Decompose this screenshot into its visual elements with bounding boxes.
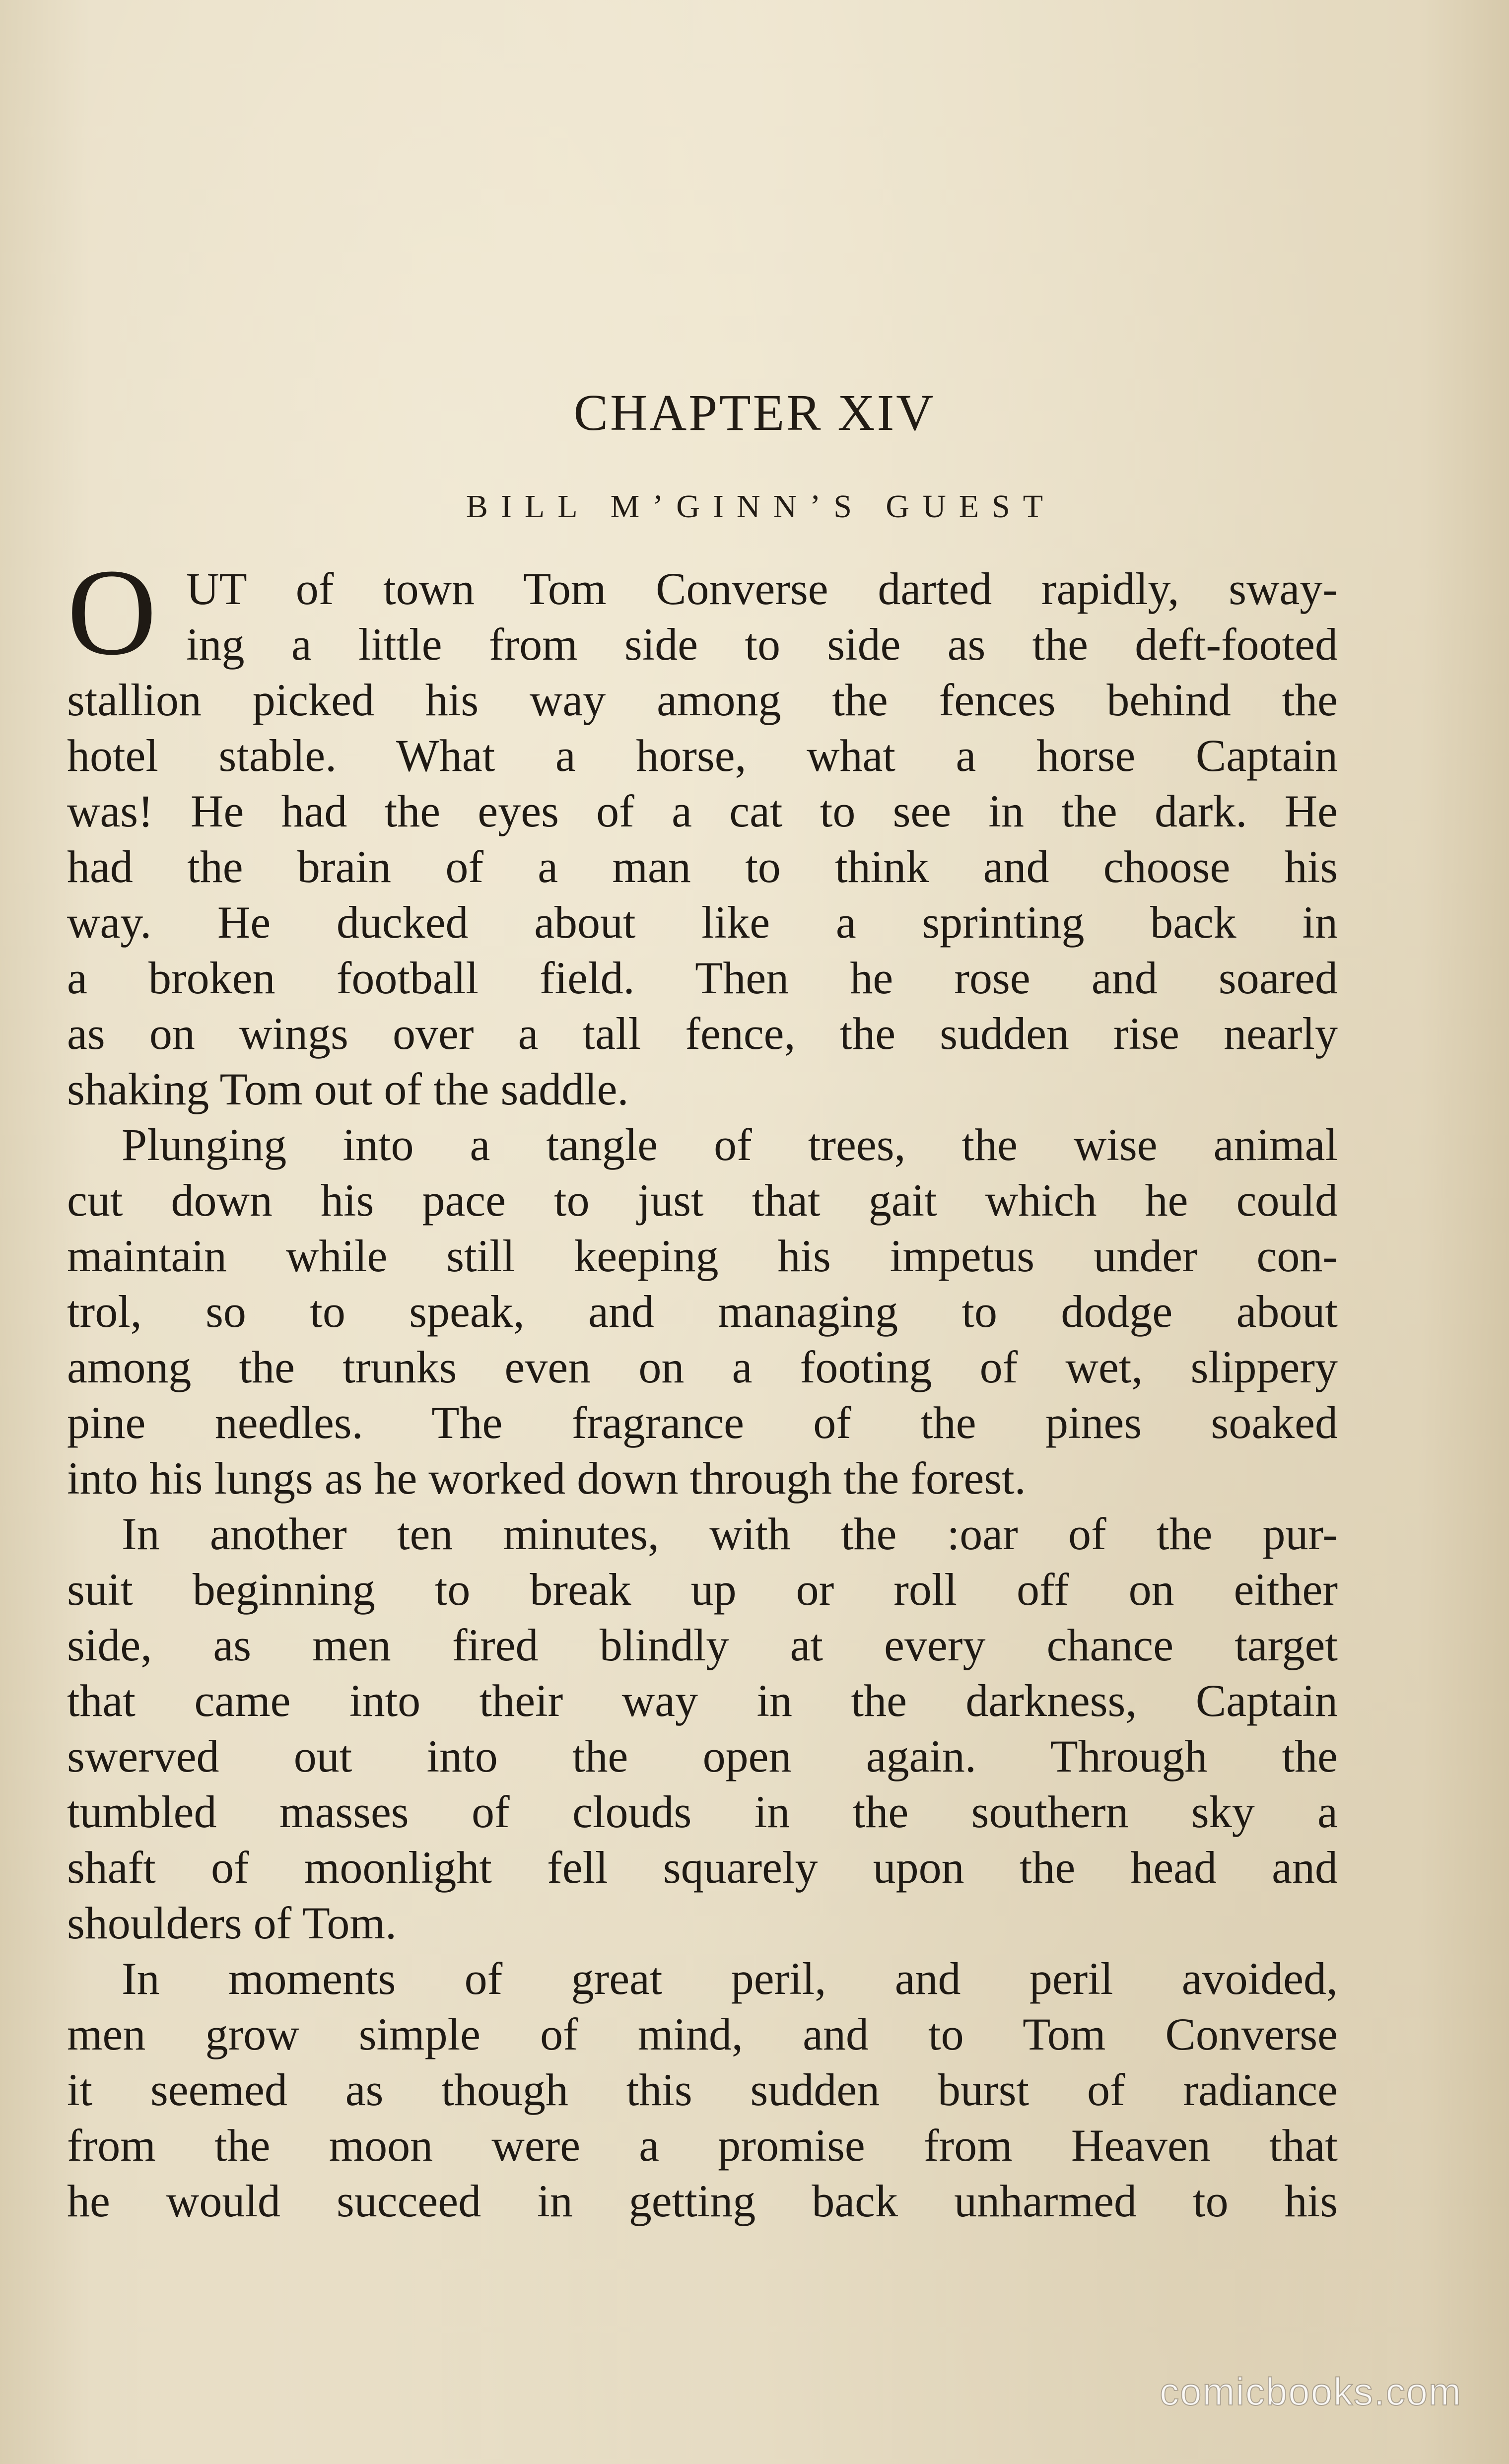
text-line: ing a little from side to side as the deft-footed — [186, 619, 1338, 670]
text-line: men grow simple of mind, and to Tom Converse — [67, 2009, 1338, 2059]
paragraph — [67, 1951, 1338, 2229]
chapter-title: CHAPTER XIV — [573, 384, 936, 441]
text-line: among the trunks even on a footing of wet, slippery — [67, 1342, 1338, 1392]
text-line: it seemed as though this sudden burst of radiance — [67, 2064, 1338, 2115]
drop-cap: O — [67, 544, 157, 681]
text-line: maintain while still keeping his impetus under con- — [67, 1231, 1338, 1281]
text-line: tumbled masses of clouds in the southern sky a — [67, 1786, 1338, 1837]
text-line: was! He had the eyes of a cat to see in the dark. He — [67, 786, 1338, 836]
text-line: pine needles. The fragrance of the pines soaked — [67, 1397, 1338, 1448]
text-line: into his lungs as he worked down through the forest. — [67, 1453, 1026, 1504]
text-line: In moments of great peril, and peril avoided, — [122, 1953, 1338, 2004]
text-line: stallion picked his way among the fences behind the — [67, 675, 1338, 725]
text-line: suit beginning to break up or roll off on either — [67, 1564, 1338, 1615]
text-line: a broken football field. Then he rose and soared — [67, 953, 1338, 1003]
text-line: side, as men fired blindly at every chance target — [67, 1620, 1338, 1670]
chapter-body — [67, 544, 1338, 2229]
text-line: had the brain of a man to think and choose his — [67, 841, 1338, 892]
text-line: he would succeed in getting back unharmed to his — [67, 2176, 1338, 2226]
paragraph — [67, 1506, 1338, 1951]
paragraph — [67, 544, 1338, 1117]
text-line: swerved out into the open again. Through the — [67, 1731, 1338, 1781]
text-line: trol, so to speak, and managing to dodge about — [67, 1286, 1338, 1337]
text-line: way. He ducked about like a sprinting back in — [67, 897, 1338, 948]
watermark: comicbooks.com — [1160, 2370, 1462, 2413]
text-line: shaking Tom out of the saddle. — [67, 1064, 629, 1114]
text-line: as on wings over a tall fence, the sudden rise nearly — [67, 1008, 1338, 1059]
text-line: Plunging into a tangle of trees, the wise animal — [122, 1119, 1338, 1170]
chapter-subtitle: BILL M’GINN’S GUEST — [466, 488, 1056, 525]
paragraph — [67, 1117, 1338, 1506]
text-line: cut down his pace to just that gait which he could — [67, 1175, 1338, 1226]
text-line: shaft of moonlight fell squarely upon the head and — [67, 1842, 1338, 1893]
text-line: UT of town Tom Converse darted rapidly, sway- — [186, 563, 1338, 614]
text-line: In another ten minutes, with the :oar of the pur- — [122, 1508, 1338, 1559]
text-line: shoulders of Tom. — [67, 1898, 397, 1948]
text-line: from the moon were a promise from Heaven that — [67, 2120, 1338, 2171]
text-line: hotel stable. What a horse, what a horse Captain — [67, 730, 1338, 781]
text-line: that came into their way in the darkness, Captain — [67, 1675, 1338, 1726]
